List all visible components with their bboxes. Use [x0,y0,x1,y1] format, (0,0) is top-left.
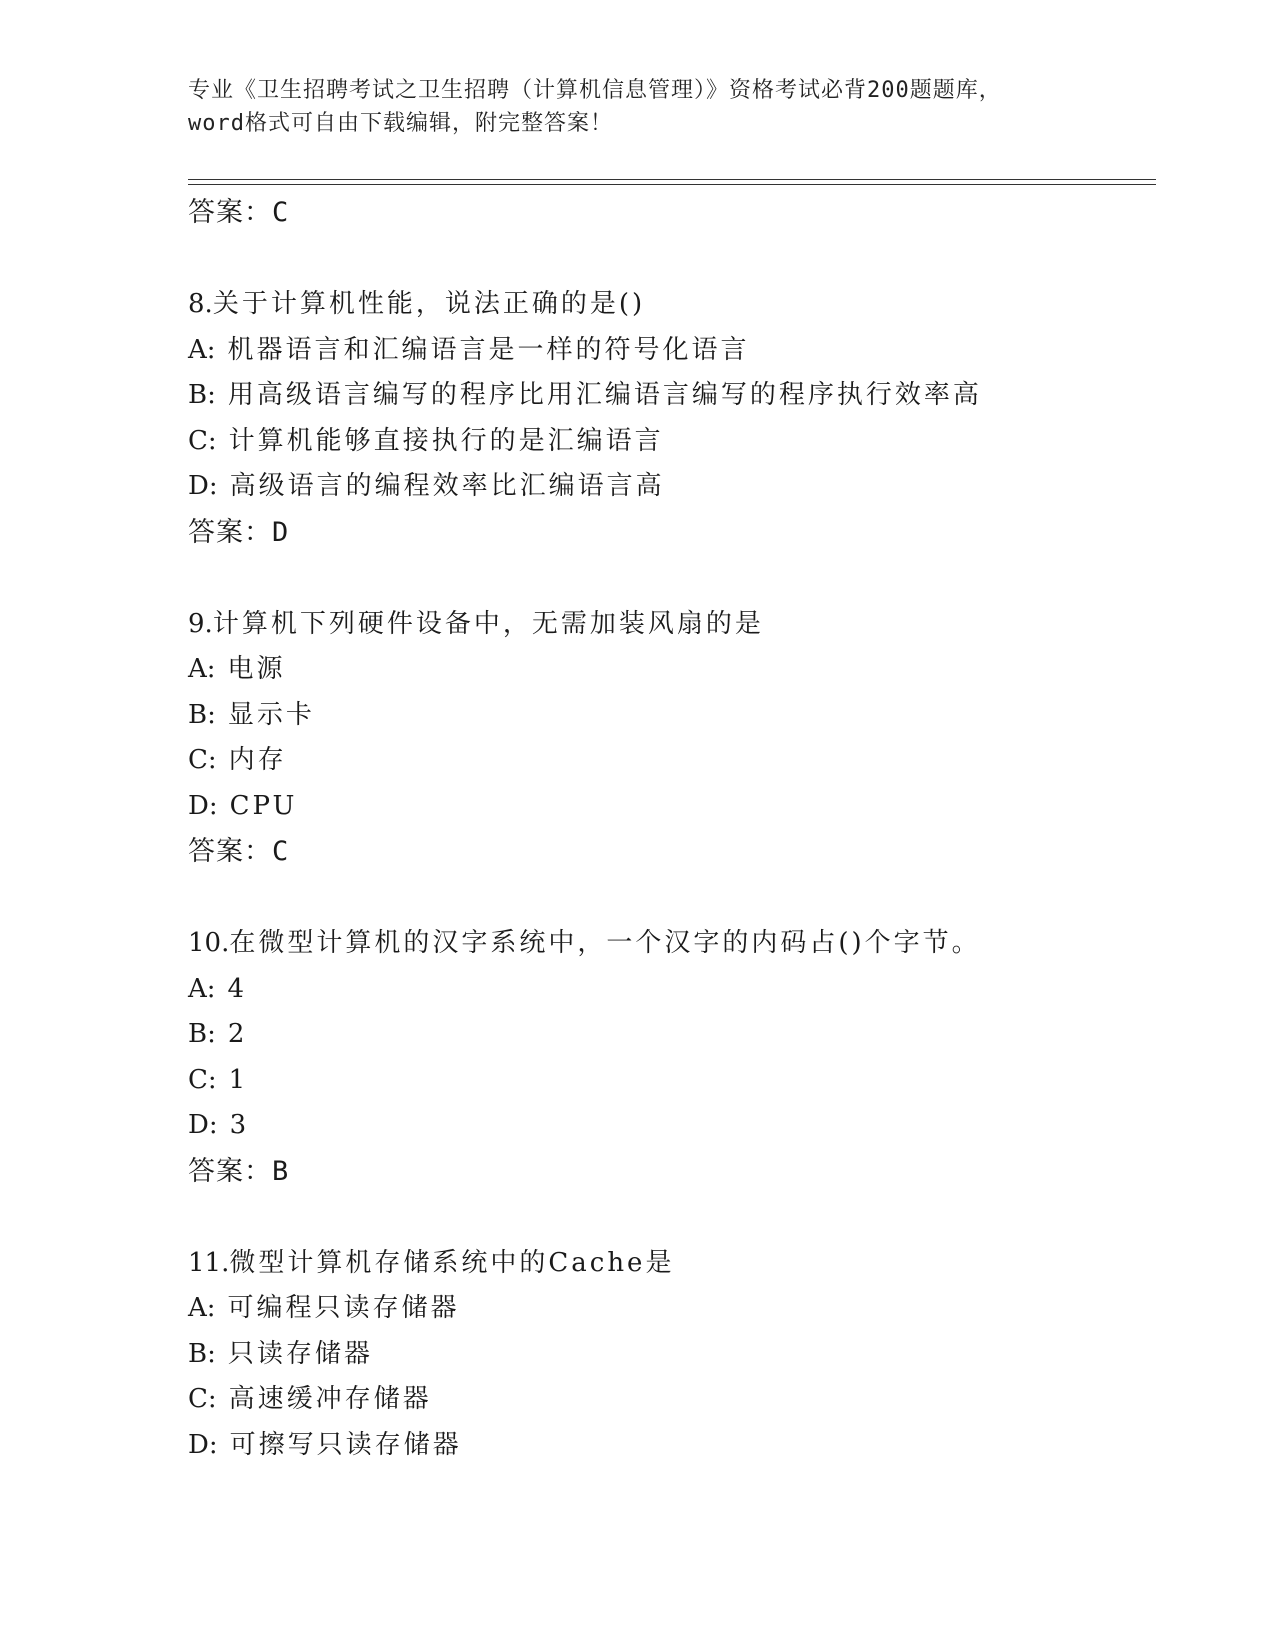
option-a [188,1286,1148,1332]
answer-line [188,1149,1148,1194]
option-a [188,647,1148,693]
option-text: 显示卡 [227,699,315,730]
answer-value: D [272,516,290,548]
option-d [188,1423,1148,1469]
option-text: 2 [227,1019,248,1049]
option-a [188,328,1148,374]
option-text: 机器语言和汇编语言是一样的符号化语言 [227,334,750,365]
option-letter: A: [188,654,216,684]
answer-line [188,510,1148,555]
option-d [188,1103,1148,1149]
option-letter: A: [188,973,216,1004]
header-line-1: 专业《卫生招聘考试之卫生招聘（计算机信息管理）》资格考试必背200题题库， [188,78,1002,103]
option-text: 计算机能够直接执行的是汇编语言 [228,425,664,456]
question-spacer [188,555,1148,602]
option-letter: D: [188,471,218,501]
question-text [188,282,1148,328]
option-text: 1 [228,1064,249,1095]
option-text: 可编程只读存储器 [227,1293,460,1323]
question-9 [188,602,1148,875]
option-d [188,464,1148,510]
answer-label: 答案： [188,836,272,867]
question-number: 10. [188,928,230,958]
question-10 [188,921,1148,1194]
option-c [188,1377,1148,1423]
option-letter: C: [188,745,217,775]
answer-value: C [272,836,290,867]
question-stem: 微型计算机存储系统中的Cache是 [229,1247,675,1278]
option-d [188,784,1148,830]
question-text [188,602,1148,648]
question-number: 8. [188,289,213,319]
option-text: 用高级语言编写的程序比用汇编语言编写的程序执行效率高 [227,380,982,410]
option-letter: C: [188,1064,217,1095]
option-letter: D: [188,1110,218,1140]
answer-label: 答案： [188,516,272,548]
option-text: 3 [229,1110,250,1140]
document-body [188,190,1148,1468]
question-stem: 关于计算机性能，说法正确的是() [212,289,646,319]
answer-line [188,829,1148,874]
option-text: 电源 [227,654,286,684]
option-letter: B: [188,699,216,730]
option-text: 只读存储器 [227,1338,373,1369]
option-text: CPU [229,790,298,821]
question-spacer [188,235,1148,282]
header-divider-bottom [188,184,1156,185]
question-stem: 在微型计算机的汉字系统中，一个汉字的内码占()个字节。 [229,928,981,958]
option-text: 高级语言的编程效率比汇编语言高 [229,471,665,501]
header-line-2: word格式可自由下载编辑，附完整答案！ [188,111,613,136]
answer-line-q7 [188,190,1148,235]
question-11 [188,1241,1148,1469]
option-letter: A: [188,1293,216,1323]
option-a [188,967,1148,1013]
question-text [188,921,1148,967]
option-b [188,373,1148,419]
answer-value: C [272,197,290,228]
option-text: 高速缓冲存储器 [228,1384,432,1414]
option-text: 内存 [228,745,287,775]
option-b [188,1332,1148,1378]
question-number: 11. [188,1247,230,1278]
option-letter: C: [188,1384,217,1414]
option-letter: B: [188,380,216,410]
option-b [188,693,1148,739]
option-text: 可擦写只读存储器 [229,1429,462,1460]
option-c [188,419,1148,465]
question-stem: 计算机下列硬件设备中，无需加装风扇的是 [212,608,764,639]
question-spacer [188,874,1148,921]
header-divider-top [188,179,1156,180]
option-letter: B: [188,1019,216,1049]
answer-label: 答案： [188,1155,272,1187]
option-letter: B: [188,1338,216,1369]
question-8 [188,282,1148,555]
document-header [188,74,1088,140]
option-c [188,738,1148,784]
question-number: 9. [188,608,213,639]
question-spacer [188,1194,1148,1241]
answer-label: 答案： [188,197,272,228]
answer-value: B [272,1155,290,1187]
option-letter: D: [188,790,218,821]
option-text: 4 [227,973,248,1004]
question-text [188,1241,1148,1287]
option-letter: C: [188,425,217,456]
option-letter: D: [188,1429,218,1460]
option-c [188,1058,1148,1104]
option-b [188,1012,1148,1058]
option-letter: A: [188,334,216,365]
